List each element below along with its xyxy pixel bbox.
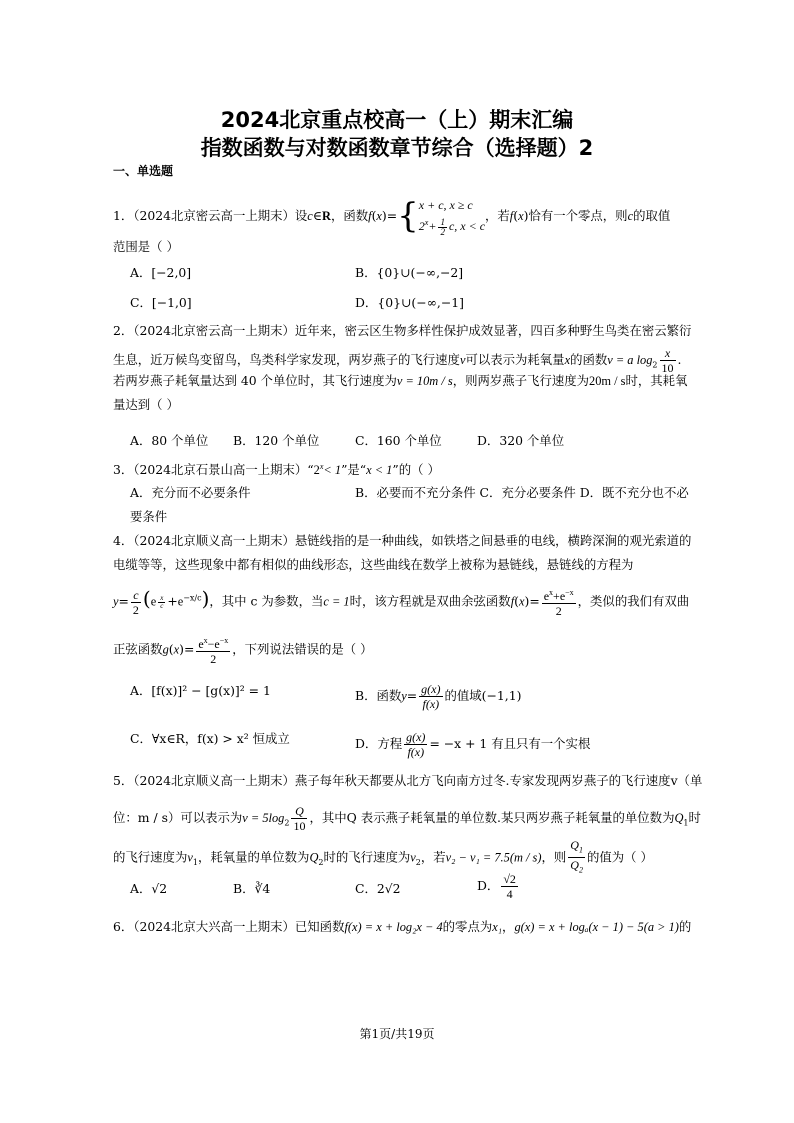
page-number: 第1页/共19页 <box>359 1027 435 1041</box>
q2-option-a: A．80 个单位 <box>130 433 209 448</box>
q2-speed-1: v = 10m / s <box>396 374 453 388</box>
q5-text-1: 5．（2024北京顺义高一上期末）燕子每年秋天都要从北方飞向南方过冬.专家发现两岁燕子的飞行速度 <box>113 773 671 788</box>
q2-line-3 <box>113 372 687 390</box>
q6-text-a: 6．（2024北京大兴高一上期末）已知函数 <box>113 919 345 934</box>
q5-line-2: 位：m / s）可以表示为$v = 5\log_2$ $\frac{Q}{10}$ ，其中Q 表示燕子耗氧量的单位数.某只两岁燕子耗氧量的单位数为$Q_1$时 <box>113 804 701 833</box>
q4-option-b-label: B．函数 <box>355 688 402 703</box>
q5-text-3d: ，若 <box>420 849 446 865</box>
q5-text-2e: 时 <box>688 810 701 825</box>
q6-text-e: ， <box>502 919 515 934</box>
q5-text-2d: Q 表示燕子耗氧量的单位数.某只两岁燕子耗氧量的单位数为 <box>346 810 675 825</box>
q2-line-2: 生息，近万候鸟变留鸟，鸟类科学家发现，两岁燕子的飞行速度v可以表示为耗氧量x的函数v = a $\log_2$ $\frac{x}{10}$ . <box>113 346 682 375</box>
q5-text-3g: 的值为（ ） <box>586 849 653 865</box>
q4-c-value: c = 1 <box>323 594 350 609</box>
q3-ineq: < 1 <box>323 463 342 478</box>
q3-cond: x < 1 <box>366 463 393 478</box>
q3-text-c: ”是“ <box>341 462 367 478</box>
q2-text-c: 的函数 <box>570 352 608 367</box>
q5-option-b: B．∛4 <box>233 881 271 896</box>
q4-text-3d: ，类似的我们有双曲 <box>577 593 690 609</box>
q1-option-c: C．[−1,0] <box>130 295 192 310</box>
q2-text-3a: 若两岁燕子耗氧量达到 40 个单位时，其飞行速度为 <box>113 373 397 388</box>
q1-option-a: A．[−2,0] <box>130 265 192 280</box>
q4-option-d: D．方程 $\frac{g(x)}{f(x)}$ = −x + 1 有且只有一个实根 <box>355 730 591 759</box>
q4-line-4: 正弦函数g(x)= $\frac{e^x-e^{-x}}{2}$ ，下列说法错误的是（ ） <box>113 636 373 666</box>
q1-option-b: B．{0}∪(−∞,−2] <box>355 265 464 280</box>
q5-text-3f: ，则 <box>541 849 567 865</box>
q6-line-1 <box>113 918 691 936</box>
q5-text-3a: 的飞行速度为 <box>113 849 188 865</box>
q6-text-g: 的 <box>678 919 692 934</box>
question-1: 1．（2024北京密云高一上期末）设c∈R，函数f(x)={x + c, x ≥ c $2^x+$ $\frac{1}{2}$ c, x < c，若f(x)恰有一个零点，则c的取值 <box>113 196 671 237</box>
q2-option-b: B．120 个单位 <box>233 433 320 448</box>
q4-option-c: C．∀x∈R，f(x) > x² 恒成立 <box>130 731 290 746</box>
q2-line-4: 量达到（ ） <box>113 397 179 412</box>
q5-option-d: D． $\frac{√2}{4}$ <box>477 872 516 901</box>
q4-text-4b: ，下列说法错误的是（ ） <box>232 641 373 657</box>
q2-speed-2: 20m / s <box>589 374 626 388</box>
q6-text-c: 的零点为 <box>442 919 493 934</box>
q1-case-1: x + c, x ≥ c <box>418 198 473 212</box>
q5-text-3b: ，耗氧量的单位数为 <box>197 849 310 865</box>
q1-text-a: ，函数 <box>330 207 369 223</box>
q4-line-2: 电缆等等，这些现象中都有相似的曲线形态，这些曲线在数学上被称为悬链线，悬链线的方程为 <box>113 557 634 572</box>
q6-x1: x₁ <box>492 920 503 934</box>
q3-base: 2 <box>313 463 320 478</box>
q2-text-b: 可以表示为耗氧量 <box>465 352 565 367</box>
q3-option-bcd: B．必要而不充分条件 C．充分必要条件 D．既不充分也不必 <box>355 485 689 500</box>
q1-text-c: 恰有一个零点，则 <box>528 207 628 223</box>
q3-line-1: 3．（2024北京石景山高一上期末）“$2^x< 1$”是“x < 1”的（ ） <box>113 462 440 478</box>
q5-formula: v = 5log <box>242 811 285 825</box>
q4-text-3a: ，其中 c 为参数，当 <box>209 593 324 609</box>
q3-option-wrap: 要条件 <box>130 509 168 524</box>
q4-option-d-label: D．方程 <box>355 736 403 751</box>
q5-text-2a: 位：m / s）可以表示为 <box>113 810 243 825</box>
q5-option-c: C．2√2 <box>355 881 401 896</box>
q2-option-d: D．320 个单位 <box>477 433 565 448</box>
q4-line-1: 4．（2024北京顺义高一上期末）悬链线指的是一种曲线，如铁塔之间悬垂的电线，横跨深涧的观光索道的 <box>113 533 692 548</box>
q1-text-b: ，若 <box>485 207 510 223</box>
q3-text-a: 3．（2024北京石景山高一上期末）“ <box>113 462 314 478</box>
q5-option-a: A．√2 <box>130 881 168 896</box>
q2-option-c: C．160 个单位 <box>355 433 442 448</box>
q5-text-3c: 时的飞行速度为 <box>323 849 411 865</box>
q6-g-def: g(x) = x + logₐ(x − 1) − 5(a > 1) <box>514 920 679 934</box>
q5-line-1 <box>113 772 702 790</box>
q5-line-3: 的飞行速度为$v_1$，耗氧量的单位数为$Q_2$时的飞行速度为$v_2$，若v₂ − v₁ = 7.5(m / s)，则 $\frac{Q_1}{Q_2}$ 的值为（ ） <box>113 838 653 875</box>
q4-text-4a: 正弦函数 <box>113 641 163 657</box>
q4-option-b-tail: 的值域(−1,1) <box>444 688 522 703</box>
q1-case-2: c, x < c <box>448 219 486 233</box>
q2-text-3d: 时，其耗氧 <box>625 373 688 388</box>
q3-text-e: ”的（ ） <box>392 462 440 478</box>
q2-formula: v = a log <box>607 353 653 367</box>
page-title: 2024北京重点校高一（上）期末汇编 <box>220 108 574 132</box>
q4-option-d-tail: = −x + 1 有且只有一个实根 <box>429 736 591 751</box>
q1-case-2-exp: 2 <box>418 219 425 233</box>
q3-option-a: A．充分而不必要条件 <box>130 485 251 500</box>
q4-option-a: A．[f(x)]² − [g(x)]² = 1 <box>130 683 271 698</box>
q1-prefix: 1．（2024北京密云高一上期末）设 <box>113 207 308 223</box>
q6-f-def: f(x) = x + log₂x − 4 <box>344 920 443 934</box>
q4-option-b: B．函数y= $\frac{g(x)}{f(x)}$ 的值域(−1,1) <box>355 682 522 711</box>
q5-option-d-label: D． <box>477 878 500 893</box>
q1-text-d: 的取值 <box>633 207 671 223</box>
section-label: 一、单选题 <box>113 164 174 178</box>
q5-condition: v₂ − v₁ = 7.5(m / s) <box>445 850 542 865</box>
q5-text-2c: ，其中 <box>309 810 347 825</box>
q4-line-3: y= $\frac{c}{2}$ (e $\frac{x}{c}$ $+e^{-x/c}$)，其中 c 为参数，当c = 1时，该方程就是双曲余弦函数f(x)= $\frac{e^x+e^{-x}}{2}$ ，类似的我们有双曲 <box>113 586 690 618</box>
page-subtitle: 指数函数与对数函数章节综合（选择题）2 <box>200 136 594 160</box>
q2-line-1: 2．（2024北京密云高一上期末）近年来，密云区生物多样性保护成效显著，四百多种野生鸟类在密云繁衍 <box>113 323 692 338</box>
q4-text-3c: 时，该方程就是双曲余弦函数 <box>349 593 511 609</box>
q2-text-3b: ，则两岁燕子飞行速度为 <box>452 373 590 388</box>
q1-option-d: D．{0}∪(−∞,−1] <box>355 295 464 310</box>
q2-text-a: 生息，近万候鸟变留鸟，鸟类科学家发现，两岁燕子的飞行速度 <box>113 352 460 367</box>
q5-text-1v: v（单 <box>670 773 703 788</box>
q1-line-2: 范围是（ ） <box>113 239 179 254</box>
